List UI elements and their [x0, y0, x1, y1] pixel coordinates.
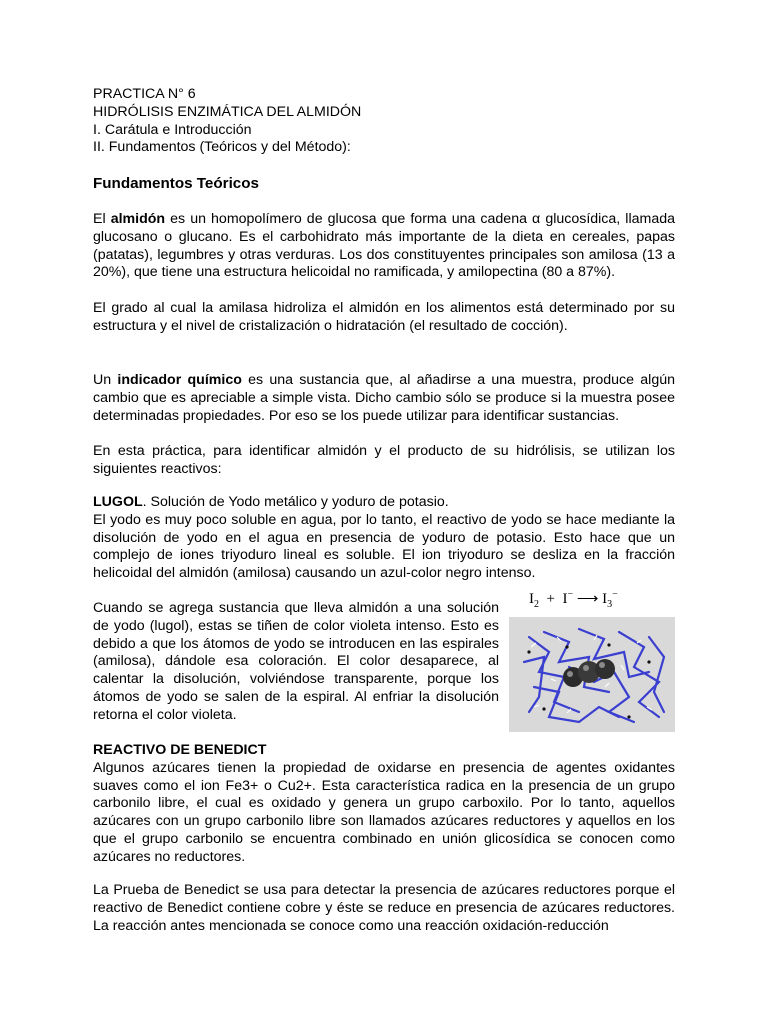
eq-i2-sub: 2 [534, 599, 539, 610]
eq-i3-sup: − [612, 589, 618, 600]
lugol-body: El yodo es muy poco soluble en agua, por lo tanto, el reactivo de yodo se hace mediante la disolución de yodo en el agua en presencia de yoduro de potasio. Esto hace que un complejo de iones triyoduro lineal es soluble. El ion triyoduro se desliza en la fracción helicoidal del almidón (amilosa) causando un azul-color negro intenso. [93, 511, 675, 582]
practice-header [93, 86, 675, 157]
p3-pre: Un [93, 372, 118, 388]
amylose-helix-image [509, 617, 675, 732]
section-title: Fundamentos Teóricos [93, 175, 259, 192]
paragraph-indicador [93, 372, 675, 425]
benedict-paragraph-2: La Prueba de Benedict se usa para detectar la presencia de azúcares reductores porque el reactivo de Benedict contiene cobre y éste se reduce en presencia de azúcares reductores. La reacción antes mencionada se conoce como una reacción oxidación-reducción [93, 882, 675, 934]
eq-i2: I [529, 591, 534, 607]
outline-item-2: II. Fundamentos (Teóricos y del Método): [93, 139, 351, 156]
eq-i3-sub: 3 [607, 599, 613, 610]
lugol-section [93, 494, 675, 583]
eq-iminus: I [562, 591, 568, 607]
lugol-subtitle: . Solución de Yodo metálico y yoduro de potasio. [142, 494, 449, 510]
eq-iminus-sup: − [567, 589, 574, 600]
p2-text: El grado al cual la amilasa hidroliza el almidón en los alimentos está determinado por su estructura y el nivel de cristalización o hidratación (el resultado de cocción). [93, 300, 675, 334]
lugol-side-text [93, 600, 499, 725]
benedict-paragraph-1: Algunos azúcares tienen la propiedad de oxidarse en presencia de agentes oxidantes suaves como el ion Fe3+ o Cu2+. Esta característica radica en la presencia de un grupo carbonilo libre, el cual es oxidado y genera un grupo carboxilo. Por lo tanto, aquellos azúcares con un grupo carbonilo libre son llamados azúcares reductores y aquellos en los que el grupo carbonilo se encuentra combinado en unión glicosídica se conocen como azúcares no reductores. [93, 759, 675, 865]
practice-number: PRACTICA N° 6 [93, 86, 196, 102]
iodine-starch-figure [509, 586, 675, 732]
paragraph-amilasa [93, 300, 675, 336]
p1-pre: El [93, 211, 111, 227]
triiodide-equation [529, 586, 618, 614]
p1-post: es un homopolímero de glucosa que forma una cadena α glucosídica, llamada glucosano o glucano. Es el carbohidrato más importante de la dieta en cereales, papas (patatas), legumbres y otras verduras. Los dos constituyentes principales son amilosa (13 a 20%), que tiene una estructura helicoidal no ramificada, y amilopectina (80 a 87%). [93, 211, 675, 281]
p3-post: es una sustancia que, al añadirse a una muestra, produce algún cambio que es apreciable a simple vista. Dicho cambio sólo se produce si la muestra posee determinadas propiedades. Por eso se los puede utilizar para identificar sustancias. [93, 372, 675, 424]
benedict-section-2 [93, 882, 675, 935]
eq-plus: + [546, 591, 555, 607]
lugol-side-paragraph: Cuando se agrega sustancia que lleva almidón a una solución de yodo (lugol), estas se tiñen de color violeta intenso. Esto es debido a que los átomos de yodo se introducen en las espirales (amilosa), dándole esa coloración. El color desaparece, al calentar la disolución, volviéndose transparente, porque los átomos de yodo se salen de la espiral. Al enfriar la disolución retorna el color violeta. [93, 600, 499, 723]
reaction-arrow-icon: ⟶ [576, 591, 599, 607]
paragraph-reactivos [93, 443, 675, 479]
amylose-helix-icon [509, 617, 675, 732]
benedict-section [93, 742, 675, 867]
lugol-title: LUGOL [93, 494, 143, 510]
p1-bold-term: almidón [110, 211, 166, 227]
eq-i3: I [602, 591, 608, 607]
benedict-title: REACTIVO DE BENEDICT [93, 742, 267, 758]
p4-text: En esta práctica, para identificar almidón y el producto de su hidrólisis, se utilizan los siguientes reactivos: [93, 443, 675, 477]
practice-title: HIDRÓLISIS ENZIMÁTICA DEL ALMIDÓN [93, 103, 362, 120]
paragraph-almidon [93, 211, 675, 282]
outline-item-1: I. Carátula e Introducción [93, 121, 252, 138]
p3-bold-term: indicador químico [117, 372, 242, 388]
